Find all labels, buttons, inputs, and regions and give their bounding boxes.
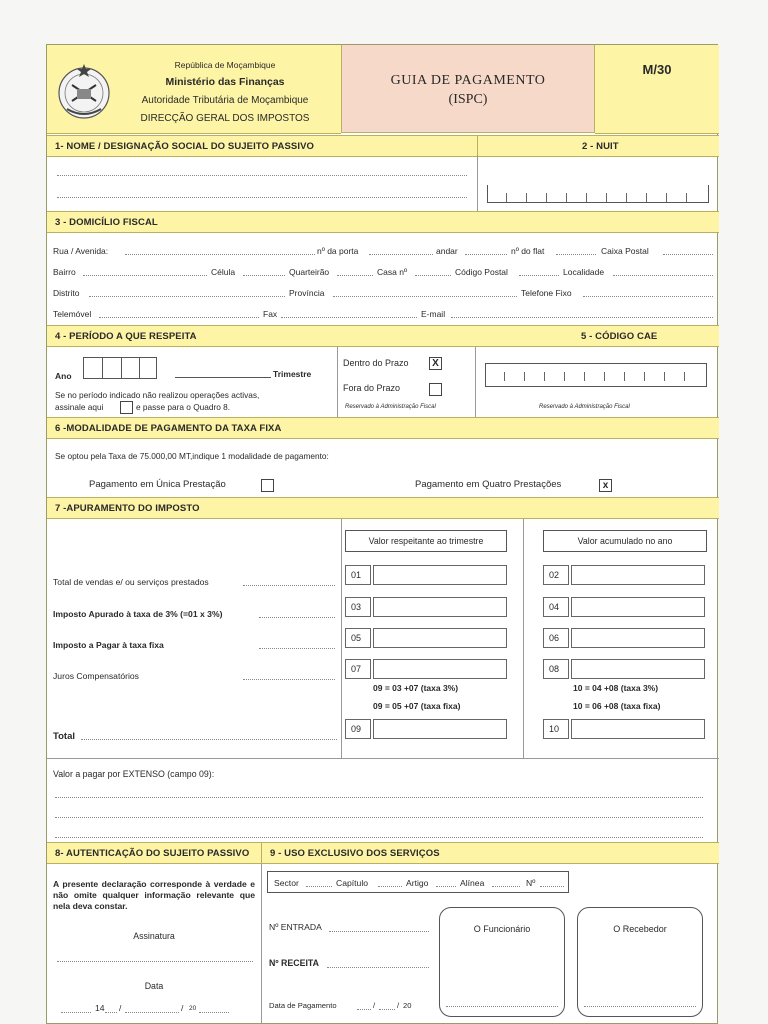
field-celula[interactable] bbox=[243, 275, 285, 276]
recebedor-signature-line bbox=[584, 1006, 696, 1007]
recebedor-box[interactable] bbox=[577, 907, 703, 1017]
label-provincia: Província bbox=[289, 288, 325, 298]
code-03: 03 bbox=[345, 597, 371, 617]
label-localidade: Localidade bbox=[563, 267, 605, 277]
inactive-note-2b: e passe para o Quadro 8. bbox=[136, 402, 231, 412]
republic-name: República de Moçambique bbox=[174, 60, 276, 70]
field-codigo-postal[interactable] bbox=[519, 275, 559, 276]
label-data: Data bbox=[144, 981, 164, 991]
column-header-trimestre: Valor respeitante ao trimestre bbox=[345, 530, 507, 552]
field-artigo bbox=[436, 886, 456, 887]
field-alinea bbox=[492, 886, 520, 887]
inactive-note-1: Se no período indicado não realizou operações activas, bbox=[55, 390, 260, 400]
cae-divider bbox=[624, 372, 625, 381]
label-email: E-mail bbox=[421, 309, 446, 319]
value-01-input[interactable] bbox=[373, 565, 507, 585]
section-9-title: 9 - USO EXCLUSIVO DOS SERVIÇOS bbox=[261, 842, 719, 864]
code-07: 07 bbox=[345, 659, 371, 679]
unica-prestacao-checkbox[interactable] bbox=[261, 479, 274, 492]
label-entrada: Nº ENTRADA bbox=[269, 922, 322, 932]
address-row-1 bbox=[53, 246, 713, 258]
label-telemovel: Telemóvel bbox=[53, 309, 92, 319]
dentro-prazo-checkbox[interactable]: X bbox=[429, 357, 442, 370]
label-caixa: Caixa Postal bbox=[601, 246, 649, 256]
field-fax[interactable] bbox=[281, 317, 417, 318]
date-year: 20 bbox=[189, 1005, 197, 1012]
label-assinatura: Assinatura bbox=[133, 931, 175, 941]
code-02: 02 bbox=[543, 565, 569, 585]
label-andar: andar bbox=[436, 246, 458, 256]
tax-row-label: Imposto a Pagar à taxa fixa bbox=[53, 640, 164, 650]
code-10-total: 10 bbox=[543, 719, 569, 739]
cae-divider bbox=[664, 372, 665, 381]
inactive-note-2a: assinale aqui bbox=[55, 402, 104, 412]
address-row-4 bbox=[53, 309, 713, 321]
label-sector: Sector bbox=[274, 878, 299, 888]
date-separator: / bbox=[397, 1001, 400, 1010]
label-alinea: Alínea bbox=[460, 878, 485, 888]
divider bbox=[47, 758, 719, 759]
value-08-input[interactable] bbox=[571, 659, 705, 679]
cae-divider bbox=[584, 372, 585, 381]
nuit-divider bbox=[626, 193, 627, 202]
label-quatro-prestacoes: Pagamento em Quatro Prestações bbox=[415, 479, 562, 490]
nuit-divider bbox=[586, 193, 587, 202]
formula-10-taxafixa: 10 = 06 +08 (taxa fixa) bbox=[573, 701, 661, 711]
extenso-label: Valor a pagar por EXTENSO (campo 09): bbox=[53, 769, 215, 779]
section-6-title: 6 -MODALIDADE DE PAGAMENTO DA TAXA FIXA bbox=[47, 417, 719, 439]
form-subtitle: (ISPC) bbox=[448, 92, 488, 107]
field-localidade[interactable] bbox=[613, 275, 713, 276]
section-5-title: 5 - CÓDIGO CAE bbox=[475, 325, 719, 347]
funcionario-box[interactable] bbox=[439, 907, 565, 1017]
label-codigo-postal: Código Postal bbox=[455, 267, 508, 277]
cae-divider bbox=[504, 372, 505, 381]
year-digit-divider bbox=[139, 358, 140, 378]
total-10-input[interactable] bbox=[571, 719, 705, 739]
cae-input[interactable] bbox=[485, 363, 707, 387]
quatro-prestacoes-checkbox[interactable]: x bbox=[599, 479, 612, 492]
field-distrito[interactable] bbox=[89, 296, 285, 297]
formula-09-taxafixa: 09 = 05 +07 (taxa fixa) bbox=[373, 701, 461, 711]
header-center bbox=[341, 45, 595, 133]
direction-name: DIRECÇÃO GERAL DOS IMPOSTOS bbox=[140, 113, 310, 124]
tax-row-leader bbox=[243, 679, 335, 680]
formula-09-taxa3: 09 = 03 +07 (taxa 3%) bbox=[373, 683, 459, 693]
value-05-input[interactable] bbox=[373, 628, 507, 648]
field-andar[interactable] bbox=[465, 254, 507, 255]
tax-row-leader bbox=[259, 648, 335, 649]
ministry-name: Ministério das Finanças bbox=[165, 76, 285, 88]
trimestre-input[interactable] bbox=[175, 377, 271, 378]
field-telemovel[interactable] bbox=[99, 317, 259, 318]
field-n bbox=[540, 886, 564, 887]
date-line bbox=[199, 1012, 229, 1013]
label-funcionario: O Funcionário bbox=[473, 924, 531, 934]
authority-name: Autoridade Tributária de Moçambique bbox=[141, 95, 309, 106]
fora-prazo-checkbox[interactable] bbox=[429, 383, 442, 396]
nuit-input[interactable] bbox=[487, 185, 709, 203]
funcionario-signature-line bbox=[446, 1006, 558, 1007]
formula-10-taxa3: 10 = 04 +08 (taxa 3%) bbox=[573, 683, 659, 693]
year-digit-divider bbox=[121, 358, 122, 378]
section-8-title: 8- AUTENTICAÇÃO DO SUJEITO PASSIVO bbox=[47, 842, 261, 864]
field-rua[interactable] bbox=[125, 254, 315, 255]
section-7-title: 7 -APURAMENTO DO IMPOSTO bbox=[47, 497, 719, 519]
divider bbox=[261, 864, 262, 1024]
column-header-acumulado: Valor acumulado no ano bbox=[543, 530, 707, 552]
signature-line[interactable] bbox=[57, 961, 253, 962]
address-row-3 bbox=[53, 288, 713, 300]
date-line bbox=[379, 1009, 395, 1010]
label-casa: Casa nº bbox=[377, 267, 408, 277]
date-separator: / bbox=[181, 1003, 184, 1013]
value-06-input[interactable] bbox=[571, 628, 705, 648]
label-recebedor: O Recebedor bbox=[613, 924, 667, 934]
label-capitulo: Capítulo bbox=[336, 878, 369, 888]
code-08: 08 bbox=[543, 659, 569, 679]
field-quarteirao[interactable] bbox=[337, 275, 373, 276]
section-6-intro: Se optou pela Taxa de 75.000,00 MT,indique 1 modalidade de pagamento: bbox=[55, 451, 329, 461]
cae-divider bbox=[644, 372, 645, 381]
extenso-line-2[interactable] bbox=[55, 817, 703, 818]
nuit-divider bbox=[506, 193, 507, 202]
code-01: 01 bbox=[345, 565, 371, 585]
form-code: M/30 bbox=[642, 62, 672, 77]
label-porta: nº da porta bbox=[317, 246, 359, 256]
address-row-2 bbox=[53, 267, 713, 279]
date-line bbox=[357, 1009, 371, 1010]
cae-divider bbox=[544, 372, 545, 381]
label-telefone: Telefone Fixo bbox=[521, 288, 572, 298]
declaration-text: A presente declaração corresponde à verdade e não omite qualquer informação relevante que nela deva constar. bbox=[53, 879, 255, 911]
value-02-input[interactable] bbox=[571, 565, 705, 585]
tax-row-label: Total de vendas e/ ou serviços prestados bbox=[53, 577, 209, 587]
field-provincia[interactable] bbox=[333, 296, 517, 297]
divider bbox=[523, 519, 524, 759]
form-title: GUIA DE PAGAMENTO bbox=[390, 73, 546, 88]
reserved-note-4: Reservado à Administração Fiscal bbox=[345, 404, 436, 410]
code-06: 06 bbox=[543, 628, 569, 648]
payment-date[interactable] bbox=[269, 1001, 449, 1013]
cae-divider bbox=[564, 372, 565, 381]
label-flat: nº do flat bbox=[511, 246, 545, 256]
label-n: Nº bbox=[526, 878, 536, 888]
date-line bbox=[125, 1012, 179, 1013]
label-dentro-prazo: Dentro do Prazo bbox=[343, 358, 409, 368]
field-sector bbox=[306, 886, 332, 887]
name-line-2[interactable] bbox=[57, 197, 467, 198]
reserved-note-5: Reservado à Administração Fiscal bbox=[539, 404, 630, 410]
label-distrito: Distrito bbox=[53, 288, 80, 298]
label-unica-prestacao: Pagamento em Única Prestação bbox=[89, 479, 226, 490]
field-porta[interactable] bbox=[369, 254, 433, 255]
total-leader bbox=[81, 739, 337, 740]
extenso-line-3[interactable] bbox=[55, 837, 703, 838]
section-1-title: 1- NOME / DESIGNAÇÃO SOCIAL DO SUJEITO PASSIVO bbox=[47, 135, 477, 157]
year-digit-divider bbox=[102, 358, 103, 378]
tax-row-leader bbox=[243, 585, 335, 586]
field-flat[interactable] bbox=[556, 254, 596, 255]
nuit-divider bbox=[686, 193, 687, 202]
value-07-input[interactable] bbox=[373, 659, 507, 679]
divider bbox=[337, 347, 338, 417]
date-line bbox=[105, 1012, 117, 1013]
nuit-divider bbox=[646, 193, 647, 202]
tax-row-leader bbox=[259, 617, 335, 618]
entrada-field[interactable] bbox=[329, 931, 429, 932]
label-rua: Rua / Avenida: bbox=[53, 246, 109, 256]
date-separator: / bbox=[119, 1003, 122, 1013]
label-quarteirao: Quarteirão bbox=[289, 267, 330, 277]
field-caixa[interactable] bbox=[663, 254, 713, 255]
receita-field[interactable] bbox=[327, 967, 429, 968]
value-04-input[interactable] bbox=[571, 597, 705, 617]
total-09-input[interactable] bbox=[373, 719, 507, 739]
field-bairro[interactable] bbox=[83, 275, 207, 276]
date-separator: / bbox=[373, 1001, 376, 1010]
field-capitulo bbox=[378, 886, 402, 887]
label-celula: Célula bbox=[211, 267, 236, 277]
year-input[interactable] bbox=[83, 357, 157, 379]
label-ano: Ano bbox=[55, 371, 72, 381]
field-email[interactable] bbox=[451, 317, 713, 318]
extenso-line-1[interactable] bbox=[55, 797, 703, 798]
inactive-checkbox[interactable] bbox=[120, 401, 133, 414]
nuit-divider bbox=[546, 193, 547, 202]
value-03-input[interactable] bbox=[373, 597, 507, 617]
nuit-divider bbox=[606, 193, 607, 202]
label-bairro: Bairro bbox=[53, 267, 76, 277]
label-data-pagamento: Data de Pagamento bbox=[269, 1001, 337, 1010]
code-05: 05 bbox=[345, 628, 371, 648]
section-2-title: 2 - NUIT bbox=[477, 135, 719, 157]
date-field[interactable] bbox=[61, 1003, 251, 1015]
label-trimestre: Trimestre bbox=[273, 369, 312, 379]
label-total: Total bbox=[53, 731, 75, 742]
tax-row-label: Juros Compensatórios bbox=[53, 671, 139, 681]
field-casa[interactable] bbox=[415, 275, 451, 276]
nuit-divider bbox=[666, 193, 667, 202]
nuit-divider bbox=[566, 193, 567, 202]
label-artigo: Artigo bbox=[406, 878, 429, 888]
cae-divider bbox=[684, 372, 685, 381]
label-fax: Fax bbox=[263, 309, 278, 319]
section-4-title: 4 - PERÍODO A QUE RESPEITA bbox=[47, 325, 475, 347]
date-line bbox=[61, 1012, 91, 1013]
coat-of-arms-emblem bbox=[55, 61, 113, 121]
tax-row-label: Imposto Apurado à taxa de 3% (=01 x 3%) bbox=[53, 609, 223, 619]
cae-divider bbox=[604, 372, 605, 381]
date-year: 20 bbox=[403, 1001, 412, 1010]
field-telefone[interactable] bbox=[583, 296, 713, 297]
header-right bbox=[595, 45, 719, 134]
label-receita: Nº RECEITA bbox=[269, 958, 319, 968]
budget-classification[interactable] bbox=[267, 871, 569, 893]
divider bbox=[341, 519, 342, 759]
payment-form bbox=[46, 44, 718, 1024]
code-04: 04 bbox=[543, 597, 569, 617]
nuit-divider bbox=[526, 193, 527, 202]
divider bbox=[477, 155, 478, 211]
label-fora-prazo: Fora do Prazo bbox=[343, 383, 401, 393]
code-09-total: 09 bbox=[345, 719, 371, 739]
section-3-title: 3 - DOMICÍLIO FISCAL bbox=[47, 211, 719, 233]
divider bbox=[475, 347, 476, 417]
cae-divider bbox=[524, 372, 525, 381]
name-line-1[interactable] bbox=[57, 175, 467, 176]
date-day: 14 bbox=[95, 1003, 105, 1013]
